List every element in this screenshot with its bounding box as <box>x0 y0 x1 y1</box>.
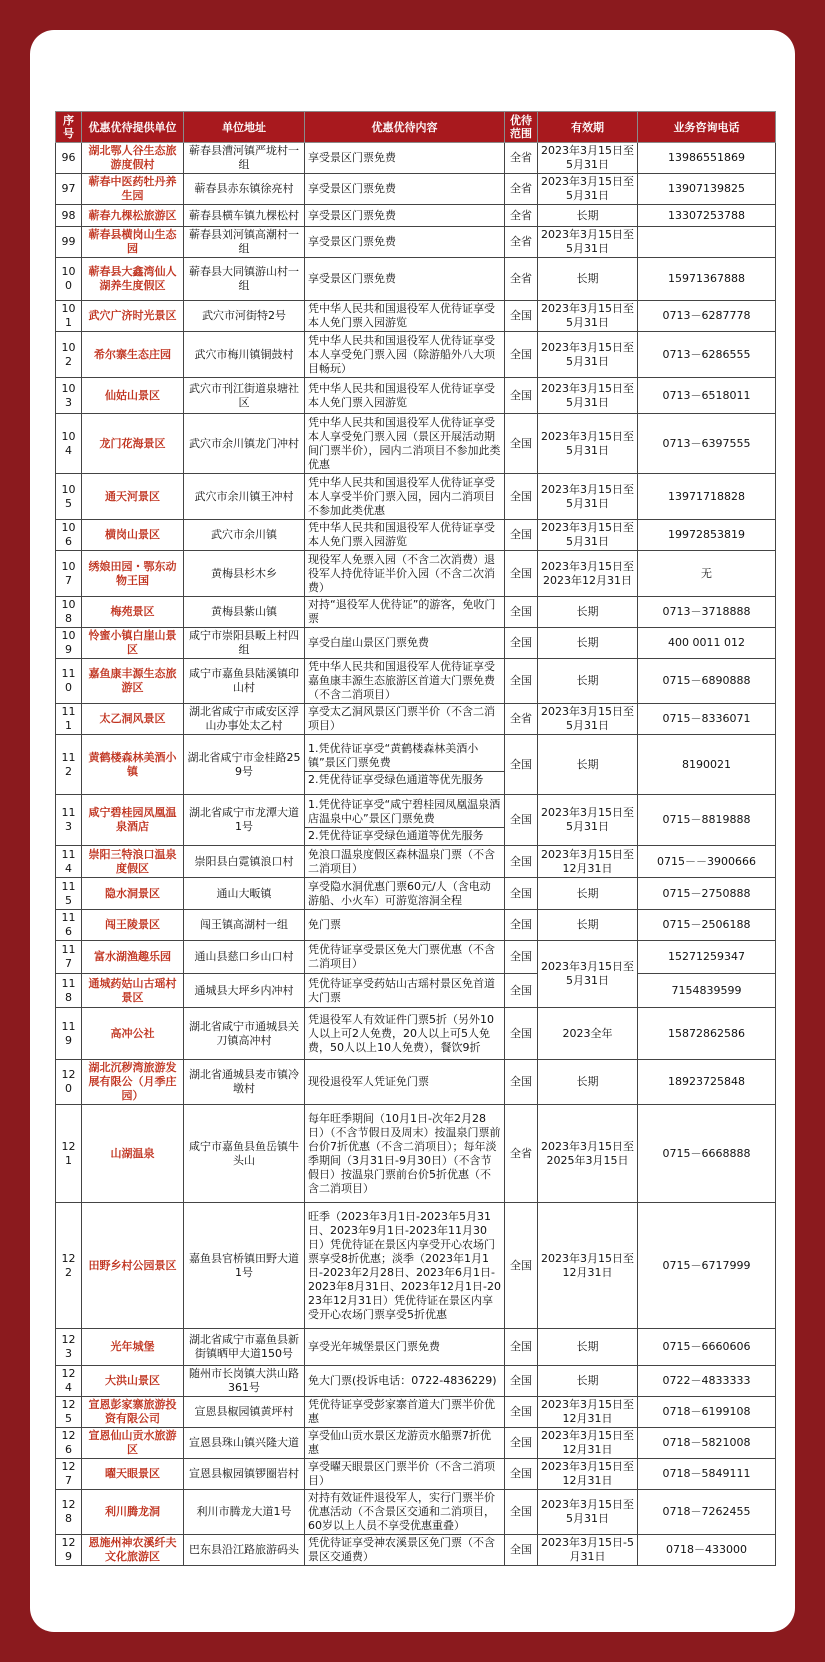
row-no: 105 <box>56 474 82 520</box>
row-scope: 全国 <box>505 551 538 597</box>
row-unit: 武穴广济时光景区 <box>82 301 184 332</box>
row-address: 闯王镇高湖村一组 <box>184 910 305 941</box>
row-address: 蕲春县大同镇游山村一组 <box>184 258 305 301</box>
table-row <box>56 205 776 227</box>
row-content: 对持有效证件退役军人，实行门票半价优惠活动（不含景区交通和二消项目，60岁以上人员不享受优惠重叠） <box>305 1490 505 1535</box>
table-row <box>56 659 776 704</box>
table-row <box>56 174 776 205</box>
row-no: 116 <box>56 910 82 941</box>
row-content: 免门票 <box>305 910 505 941</box>
row-address: 武穴市刊江街道泉塘社区 <box>184 378 305 414</box>
row-phone: 8190021 <box>638 735 776 795</box>
row-phone: 0713－3718888 <box>638 597 776 628</box>
row-address: 咸宁市嘉鱼县鱼岳镇牛头山 <box>184 1105 305 1203</box>
row-address: 武穴市余川镇龙门冲村 <box>184 414 305 474</box>
row-scope: 全国 <box>505 1397 538 1428</box>
row-period: 长期 <box>538 205 638 227</box>
row-no: 106 <box>56 520 82 551</box>
row-content: 免浪口温泉度假区森林温泉门票（不含二消项目） <box>305 846 505 878</box>
row-period: 长期 <box>538 659 638 704</box>
row-no: 119 <box>56 1008 82 1060</box>
row-address: 武穴市余川镇王冲村 <box>184 474 305 520</box>
row-no: 115 <box>56 878 82 910</box>
row-address: 湖北省咸宁市通城县关刀镇高冲村 <box>184 1008 305 1060</box>
row-unit: 横岗山景区 <box>82 520 184 551</box>
row-phone: 13907139825 <box>638 174 776 205</box>
table-row <box>56 258 776 301</box>
row-period: 2023年3月15日至12月31日 <box>538 1397 638 1428</box>
row-unit: 宣恩仙山贡水旅游区 <box>82 1428 184 1459</box>
row-no: 121 <box>56 1105 82 1203</box>
row-unit: 田野乡村公园景区 <box>82 1203 184 1329</box>
header-unit: 优惠优待提供单位 <box>82 112 184 143</box>
row-content: 凭中华人民共和国退役军人优待证享受本人享受半价门票入园，园内二消项目不参加此类优惠 <box>305 474 505 520</box>
row-content: 凭退役军人有效证件门票5折（另外10人以上可2人免费，20人以上可5人免费，50人以上10人免费），餐饮9折 <box>305 1008 505 1060</box>
row-scope: 全国 <box>505 414 538 474</box>
row-phone <box>638 227 776 258</box>
row-content: 享受光年城堡景区门票免费 <box>305 1329 505 1366</box>
table-row <box>56 1428 776 1459</box>
row-scope: 全国 <box>505 1008 538 1060</box>
row-phone: 0713－6286555 <box>638 332 776 378</box>
content-item: 2.凭优待证享受绿色通道等优先服务 <box>305 827 504 844</box>
row-period: 2023年3月15日至5月31日 <box>538 704 638 735</box>
row-no: 129 <box>56 1535 82 1566</box>
row-content: 凭中华人民共和国退役军人优待证享受本人享受免门票入园（景区开展活动期间门票半价），园内二消项目不参加此类优惠 <box>305 414 505 474</box>
row-period: 长期 <box>538 258 638 301</box>
row-scope: 全国 <box>505 520 538 551</box>
row-period: 2023年3月15日-5月31日 <box>538 1535 638 1566</box>
row-no: 120 <box>56 1060 82 1105</box>
row-no: 109 <box>56 628 82 659</box>
row-phone: 0715－2506188 <box>638 910 776 941</box>
row-address: 武穴市梅川镇铜鼓村 <box>184 332 305 378</box>
table-row <box>56 143 776 174</box>
row-content: 凭中华人民共和国退役军人优待证享受本人免门票入园游览 <box>305 520 505 551</box>
row-content: 凭中华人民共和国退役军人优待证享受本人免门票入园游览 <box>305 378 505 414</box>
row-scope: 全国 <box>505 378 538 414</box>
row-unit: 闯王陵景区 <box>82 910 184 941</box>
row-content: 对持“退役军人优待证”的游客，免收门票 <box>305 597 505 628</box>
row-content: 享受太乙洞风景区门票半价（不含二消项目） <box>305 704 505 735</box>
row-phone: 0715－－3900666 <box>638 846 776 878</box>
row-scope: 全国 <box>505 974 538 1008</box>
row-content: 旺季（2023年3月1日-2023年5月31日、2023年9月1日-2023年11月30日）凭优待证在景区内享受开心农场门票享受8折优惠；淡季（2023年1月1日-2023年2月28日、2023年6月1日-2023年8月31日、2023年12月1日-2023年12月31日）凭优待证在景区内享受开心农场门票享受5折优惠 <box>305 1203 505 1329</box>
row-scope: 全国 <box>505 1459 538 1490</box>
row-content: 凭优待证享受神农溪景区免门票（不含景区交通费） <box>305 1535 505 1566</box>
row-address: 宣恩县椒园镇锣圈岩村 <box>184 1459 305 1490</box>
row-address: 蕲春县漕河镇严垅村一组 <box>184 143 305 174</box>
row-scope: 全国 <box>505 1366 538 1397</box>
row-unit: 通天河景区 <box>82 474 184 520</box>
row-no: 111 <box>56 704 82 735</box>
row-address: 通山大畈镇 <box>184 878 305 910</box>
row-address: 崇阳县白霓镇浪口村 <box>184 846 305 878</box>
row-period: 2023年3月15日至5月31日 <box>538 174 638 205</box>
row-period: 2023年3月15日至12月31日 <box>538 846 638 878</box>
row-phone: 13307253788 <box>638 205 776 227</box>
row-phone: 0718－433000 <box>638 1535 776 1566</box>
row-phone: 15271259347 <box>638 941 776 974</box>
row-period: 长期 <box>538 878 638 910</box>
row-phone: 0715－8336071 <box>638 704 776 735</box>
row-address: 蕲春县赤东镇徐亮村 <box>184 174 305 205</box>
row-scope: 全省 <box>505 1105 538 1203</box>
row-content: 凭中华人民共和国退役军人优待证享受本人免门票入园游览 <box>305 301 505 332</box>
row-unit: 蕲春县大鑫湾仙人湖养生度假区 <box>82 258 184 301</box>
table-row <box>56 1459 776 1490</box>
row-scope: 全国 <box>505 941 538 974</box>
table-row <box>56 520 776 551</box>
row-scope: 全国 <box>505 846 538 878</box>
row-scope: 全省 <box>505 258 538 301</box>
row-address: 湖北省咸宁市金桂路259号 <box>184 735 305 795</box>
table-row <box>56 1366 776 1397</box>
row-scope: 全省 <box>505 143 538 174</box>
row-content: 享受仙山贡水景区龙游贡水船票7折优惠 <box>305 1428 505 1459</box>
row-phone: 0718－7262455 <box>638 1490 776 1535</box>
table-row <box>56 941 776 974</box>
row-phone: 0713－6287778 <box>638 301 776 332</box>
table-row <box>56 597 776 628</box>
row-no: 125 <box>56 1397 82 1428</box>
table-row <box>56 378 776 414</box>
table-row <box>56 878 776 910</box>
table-row <box>56 474 776 520</box>
row-unit: 蕲春县横岗山生态园 <box>82 227 184 258</box>
row-address: 湖北省咸宁市咸安区浮山办事处太乙村 <box>184 704 305 735</box>
row-phone: 13971718828 <box>638 474 776 520</box>
table-row <box>56 551 776 597</box>
row-address: 黄梅县紫山镇 <box>184 597 305 628</box>
row-period: 2023年3月15日至12月31日 <box>538 1459 638 1490</box>
header-no: 序号 <box>56 112 82 143</box>
row-scope: 全省 <box>505 205 538 227</box>
table-row <box>56 1203 776 1329</box>
row-scope: 全国 <box>505 910 538 941</box>
row-period: 2023年3月15日至2023年12月31日 <box>538 551 638 597</box>
row-scope: 全国 <box>505 1535 538 1566</box>
row-unit: 光年城堡 <box>82 1329 184 1366</box>
row-unit: 大洪山景区 <box>82 1366 184 1397</box>
row-no: 124 <box>56 1366 82 1397</box>
row-phone: 15971367888 <box>638 258 776 301</box>
row-scope: 全省 <box>505 704 538 735</box>
row-unit: 富水湖渔趣乐园 <box>82 941 184 974</box>
row-unit: 龙门花海景区 <box>82 414 184 474</box>
row-address: 宣恩县珠山镇兴隆大道 <box>184 1428 305 1459</box>
row-no: 104 <box>56 414 82 474</box>
row-unit: 蕲春中医药牡丹养生园 <box>82 174 184 205</box>
row-no: 117 <box>56 941 82 974</box>
row-content: 凭中华人民共和国退役军人优待证享受本人享受免门票入园（除游船外八大项目畅玩） <box>305 332 505 378</box>
row-no: 98 <box>56 205 82 227</box>
row-content: 每年旺季期间（10月1日-次年2月28日）（不含节假日及周末）按温泉门票前台价7折优惠（不含二消项目）；每年淡季期间（3月31日-9月30日）（不含节假日）按温泉门票前台价5折优惠（不含二消项目） <box>305 1105 505 1203</box>
row-content <box>305 735 505 795</box>
row-address: 通城县大坪乡内冲村 <box>184 974 305 1008</box>
row-address: 咸宁市崇阳县畈上村四组 <box>184 628 305 659</box>
row-scope: 全国 <box>505 628 538 659</box>
row-unit: 隐水洞景区 <box>82 878 184 910</box>
row-content: 享受景区门票免费 <box>305 174 505 205</box>
header-phone: 业务咨询电话 <box>638 112 776 143</box>
row-content: 享受景区门票免费 <box>305 227 505 258</box>
row-period: 2023年3月15日至5月31日 <box>538 414 638 474</box>
row-address: 咸宁市嘉鱼县陆溪镇印山村 <box>184 659 305 704</box>
content-item: 2.凭优待证享受绿色通道等优先服务 <box>305 771 504 788</box>
row-period: 长期 <box>538 1060 638 1105</box>
row-unit: 黄鹤楼森林美酒小镇 <box>82 735 184 795</box>
row-no: 123 <box>56 1329 82 1366</box>
row-no: 126 <box>56 1428 82 1459</box>
row-period: 2023年3月15日至5月31日 <box>538 1490 638 1535</box>
row-unit: 湖北鄂人谷生态旅游度假村 <box>82 143 184 174</box>
row-content: 享受曜天眼景区门票半价（不含二消项目） <box>305 1459 505 1490</box>
row-no: 101 <box>56 301 82 332</box>
row-unit: 宣恩彭家寨旅游投资有限公司 <box>82 1397 184 1428</box>
row-phone: 400 0011 012 <box>638 628 776 659</box>
row-scope: 全国 <box>505 474 538 520</box>
row-no: 102 <box>56 332 82 378</box>
header-address: 单位地址 <box>184 112 305 143</box>
discount-table <box>55 111 776 1566</box>
row-content <box>305 795 505 846</box>
row-period: 2023年3月15日至5月31日 <box>538 332 638 378</box>
row-scope: 全国 <box>505 1329 538 1366</box>
row-period: 2023年3月15日至5月31日 <box>538 941 638 1008</box>
row-phone: 0713－6518011 <box>638 378 776 414</box>
row-no: 97 <box>56 174 82 205</box>
row-scope: 全国 <box>505 659 538 704</box>
content-item: 1.凭优待证享受“黄鹤楼森林美酒小镇”景区门票免费 <box>308 742 479 769</box>
row-scope: 全国 <box>505 597 538 628</box>
row-scope: 全国 <box>505 332 538 378</box>
row-unit: 恩施州神农溪纤夫文化旅游区 <box>82 1535 184 1566</box>
row-phone: 0715－6890888 <box>638 659 776 704</box>
table-row <box>56 974 776 1008</box>
row-content: 凭优待证享受景区免大门票优惠（不含二消项目） <box>305 941 505 974</box>
row-period: 长期 <box>538 597 638 628</box>
row-no: 108 <box>56 597 82 628</box>
table-row <box>56 1329 776 1366</box>
table-row <box>56 628 776 659</box>
row-period: 长期 <box>538 628 638 659</box>
row-phone: 0718－6199108 <box>638 1397 776 1428</box>
row-phone: 7154839599 <box>638 974 776 1008</box>
row-content: 享受隐水洞优惠门票60元/人（含电动游船、小火车）可游览溶洞全程 <box>305 878 505 910</box>
row-phone: 0713－6397555 <box>638 414 776 474</box>
header-scope: 优待范围 <box>505 112 538 143</box>
row-content: 享受景区门票免费 <box>305 143 505 174</box>
row-unit: 山湖温泉 <box>82 1105 184 1203</box>
row-period: 2023年3月15日至5月31日 <box>538 301 638 332</box>
header-period: 有效期 <box>538 112 638 143</box>
row-phone: 18923725848 <box>638 1060 776 1105</box>
row-no: 113 <box>56 795 82 846</box>
row-content: 享受白崖山景区门票免费 <box>305 628 505 659</box>
row-phone: 0718－5821008 <box>638 1428 776 1459</box>
row-content: 现役军人免票入园（不含二次消费）退役军人持优待证半价入园（不含二次消费） <box>305 551 505 597</box>
row-address: 通山县慈口乡山口村 <box>184 941 305 974</box>
row-no: 114 <box>56 846 82 878</box>
table-row <box>56 910 776 941</box>
row-period: 2023年3月15日至5月31日 <box>538 795 638 846</box>
table-row <box>56 795 776 846</box>
row-address: 武穴市河街特2号 <box>184 301 305 332</box>
row-unit: 怜蜜小镇白崖山景区 <box>82 628 184 659</box>
row-scope: 全国 <box>505 301 538 332</box>
row-period: 2023年3月15日至2025年3月15日 <box>538 1105 638 1203</box>
table-row <box>56 1535 776 1566</box>
table-row <box>56 846 776 878</box>
row-phone: 0715－2750888 <box>638 878 776 910</box>
row-content: 免大门票(投诉电话：0722-4836229) <box>305 1366 505 1397</box>
row-scope: 全国 <box>505 1060 538 1105</box>
row-phone: 19972853819 <box>638 520 776 551</box>
row-content: 享受景区门票免费 <box>305 258 505 301</box>
row-no: 96 <box>56 143 82 174</box>
row-unit: 梅苑景区 <box>82 597 184 628</box>
row-address: 武穴市余川镇 <box>184 520 305 551</box>
table-row <box>56 332 776 378</box>
table-header-row <box>56 112 776 143</box>
row-phone: 13986551869 <box>638 143 776 174</box>
row-phone: 0722－4833333 <box>638 1366 776 1397</box>
row-address: 宣恩县椒园镇黄坪村 <box>184 1397 305 1428</box>
table-row <box>56 1490 776 1535</box>
table-row <box>56 301 776 332</box>
row-unit: 仙姑山景区 <box>82 378 184 414</box>
row-address: 湖北省咸宁市龙潭大道1号 <box>184 795 305 846</box>
row-unit: 通城药姑山古瑶村景区 <box>82 974 184 1008</box>
row-content: 享受景区门票免费 <box>305 205 505 227</box>
row-period: 2023年3月15日至12月31日 <box>538 1428 638 1459</box>
row-address: 湖北省通城县麦市镇冷墩村 <box>184 1060 305 1105</box>
row-period: 2023年3月15日至5月31日 <box>538 474 638 520</box>
row-address: 黄梅县杉木乡 <box>184 551 305 597</box>
row-phone: 15872862586 <box>638 1008 776 1060</box>
row-unit: 太乙洞风景区 <box>82 704 184 735</box>
table-row <box>56 1008 776 1060</box>
row-period: 长期 <box>538 910 638 941</box>
row-address: 随州市长岗镇大洪山路361号 <box>184 1366 305 1397</box>
row-scope: 全国 <box>505 1203 538 1329</box>
row-address: 蕲春县横车镇九棵松村 <box>184 205 305 227</box>
row-phone: 0715－6668888 <box>638 1105 776 1203</box>
row-no: 103 <box>56 378 82 414</box>
row-content: 凭中华人民共和国退役军人优待证享受嘉鱼康丰源生态旅游区首道大门票免费（不含二消项目） <box>305 659 505 704</box>
row-period: 2023年3月15日至12月31日 <box>538 1203 638 1329</box>
table-row <box>56 1060 776 1105</box>
row-scope: 全国 <box>505 1490 538 1535</box>
row-unit: 咸宁碧桂园凤凰温泉酒店 <box>82 795 184 846</box>
row-period: 2023年3月15日至5月31日 <box>538 227 638 258</box>
table-row <box>56 414 776 474</box>
row-scope: 全国 <box>505 878 538 910</box>
row-address: 利川市腾龙大道1号 <box>184 1490 305 1535</box>
row-address: 巴东县沿江路旅游码头 <box>184 1535 305 1566</box>
row-period: 长期 <box>538 1366 638 1397</box>
row-period: 长期 <box>538 735 638 795</box>
row-unit: 崇阳三特浪口温泉度假区 <box>82 846 184 878</box>
row-no: 107 <box>56 551 82 597</box>
row-period: 2023年3月15日至5月31日 <box>538 378 638 414</box>
row-phone: 无 <box>638 551 776 597</box>
row-no: 100 <box>56 258 82 301</box>
row-unit: 绣娘田园・鄂东动物王国 <box>82 551 184 597</box>
header-content: 优惠优待内容 <box>305 112 505 143</box>
row-no: 122 <box>56 1203 82 1329</box>
row-unit: 曜天眼景区 <box>82 1459 184 1490</box>
content-item: 1.凭优待证享受“咸宁碧桂园凤凰温泉酒店温泉中心”景区门票免费 <box>308 797 501 825</box>
row-phone: 0718－5849111 <box>638 1459 776 1490</box>
row-period: 长期 <box>538 1329 638 1366</box>
row-unit: 湖北沉秽湾旅游发展有限公（月季庄园） <box>82 1060 184 1105</box>
row-phone: 0715－6717999 <box>638 1203 776 1329</box>
row-no: 112 <box>56 735 82 795</box>
row-unit: 蕲春九棵松旅游区 <box>82 205 184 227</box>
row-phone: 0715－8819888 <box>638 795 776 846</box>
row-scope: 全国 <box>505 735 538 795</box>
row-period: 2023全年 <box>538 1008 638 1060</box>
table-row <box>56 1397 776 1428</box>
row-content: 凭优待证享受彭家寨首道大门票半价优惠 <box>305 1397 505 1428</box>
row-no: 128 <box>56 1490 82 1535</box>
row-scope: 全省 <box>505 174 538 205</box>
row-phone: 0715－6660606 <box>638 1329 776 1366</box>
row-scope: 全国 <box>505 1428 538 1459</box>
row-scope: 全国 <box>505 795 538 846</box>
row-content: 凭优待证享受药姑山古瑶村景区免首道大门票 <box>305 974 505 1008</box>
row-scope: 全省 <box>505 227 538 258</box>
row-address: 嘉鱼县官桥镇田野大道1号 <box>184 1203 305 1329</box>
row-unit: 高冲公社 <box>82 1008 184 1060</box>
row-no: 110 <box>56 659 82 704</box>
table-row <box>56 704 776 735</box>
row-period: 2023年3月15日至5月31日 <box>538 143 638 174</box>
row-no: 118 <box>56 974 82 1008</box>
row-address: 蕲春县刘河镇高潮村一组 <box>184 227 305 258</box>
row-content: 现役退役军人凭证免门票 <box>305 1060 505 1105</box>
row-unit: 嘉鱼康丰源生态旅游区 <box>82 659 184 704</box>
table-row <box>56 735 776 795</box>
row-unit: 利川腾龙洞 <box>82 1490 184 1535</box>
table-row <box>56 1105 776 1203</box>
row-no: 127 <box>56 1459 82 1490</box>
row-unit: 希尔寨生态庄园 <box>82 332 184 378</box>
row-address: 湖北省咸宁市嘉鱼县新街镇晒甲大道150号 <box>184 1329 305 1366</box>
table-row <box>56 227 776 258</box>
row-no: 99 <box>56 227 82 258</box>
row-period: 2023年3月15日至5月31日 <box>538 520 638 551</box>
